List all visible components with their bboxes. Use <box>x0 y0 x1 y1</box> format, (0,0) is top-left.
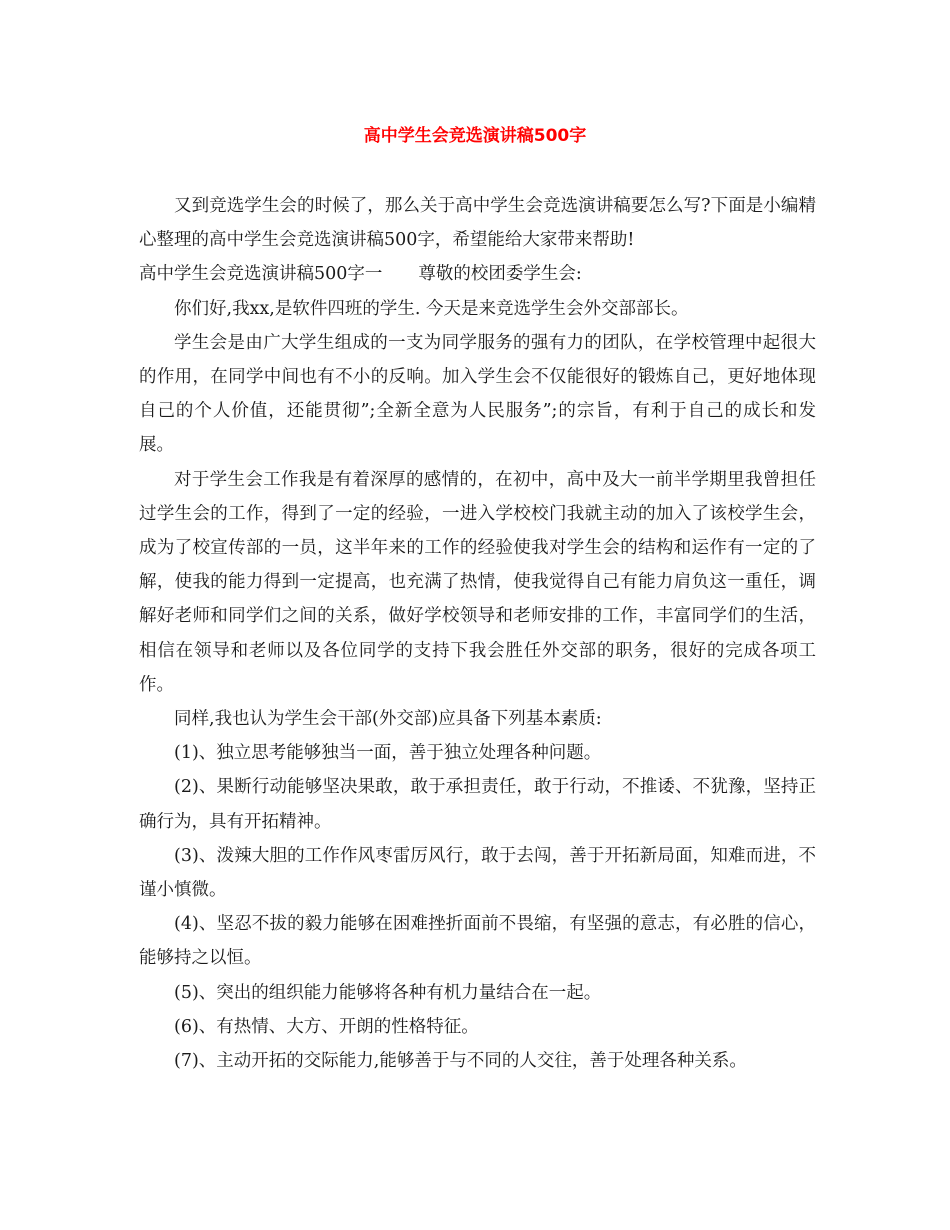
paragraph-qualities-intro: 同样,我也认为学生会干部(外交部)应具备下列基本素质: <box>174 709 602 730</box>
quality-item-6: (6)、有热情、大方、开朗的性格特征。 <box>174 1016 479 1037</box>
section-heading-line <box>139 257 816 291</box>
section-heading: 高中学生会竞选演讲稿500字一 <box>139 264 383 285</box>
quality-item-7: (7)、主动开拓的交际能力,能够善于与不同的人交往，善于处理各种关系。 <box>174 1051 747 1072</box>
paragraph-experience: 对于学生会工作我是有着深厚的感情的，在初中，高中及大一前半学期里我曾担任过学生会的工作，得到了一定的经验，一进入学校校门我就主动的加入了该校学生会，成为了校宣传部的一员，这半年来的工作的经验使我对学生会的结构和运作有一定的了解，使我的能力得到一定提高，也充满了热情，使我觉得自己有能力肩负这一重任，调解好老师和同学们之间的关系，做好学校领导和老师安排的工作，丰富同学们的生活，相信在领导和老师以及各位同学的支持下我会胜任外交部的职务，很好的完成各项工作。 <box>139 469 816 695</box>
document-body <box>139 189 816 1078</box>
document-title: 高中学生会竞选演讲稿500字 <box>363 126 587 146</box>
salutation: 尊敬的校团委学生会: <box>418 264 582 285</box>
paragraph-student-union-role: 学生会是由广大学生组成的一支为同学服务的强有力的团队，在学校管理中起很大的作用，在同学中间也有不小的反响。加入学生会不仅能很好的锻炼自己，更好地体现自己的个人价值，还能贯彻”;全新全意为人民服务”;的宗旨，有利于自己的成长和发展。 <box>139 332 816 456</box>
quality-item-4: (4)、坚忍不拔的毅力能够在困难挫折面前不畏缩，有坚强的意志，有必胜的信心，能够持之以恒。 <box>139 914 816 969</box>
quality-item-2: (2)、果断行动能够坚决果敢，敢于承担责任，敢于行动，不推诿、不犹豫，坚持正确行为，具有开拓精神。 <box>139 777 816 832</box>
quality-item-3: (3)、泼辣大胆的工作作风枣雷厉风行，敢于去闯，善于开拓新局面，知难而进，不谨小慎微。 <box>139 845 816 901</box>
paragraph-greeting: 你们好,我xx,是软件四班的学生. 今天是来竞选学生会外交部部长。 <box>174 298 689 319</box>
quality-item-5: (5)、突出的组织能力能够将各种有机力量结合在一起。 <box>174 982 602 1003</box>
quality-item-1: (1)、独立思考能够独当一面，善于独立处理各种问题。 <box>174 743 602 764</box>
intro-paragraph: 又到竞选学生会的时候了，那么关于高中学生会竞选演讲稿要怎么写?下面是小编精心整理的高中学生会竞选演讲稿500字，希望能给大家带来帮助! <box>139 196 816 251</box>
